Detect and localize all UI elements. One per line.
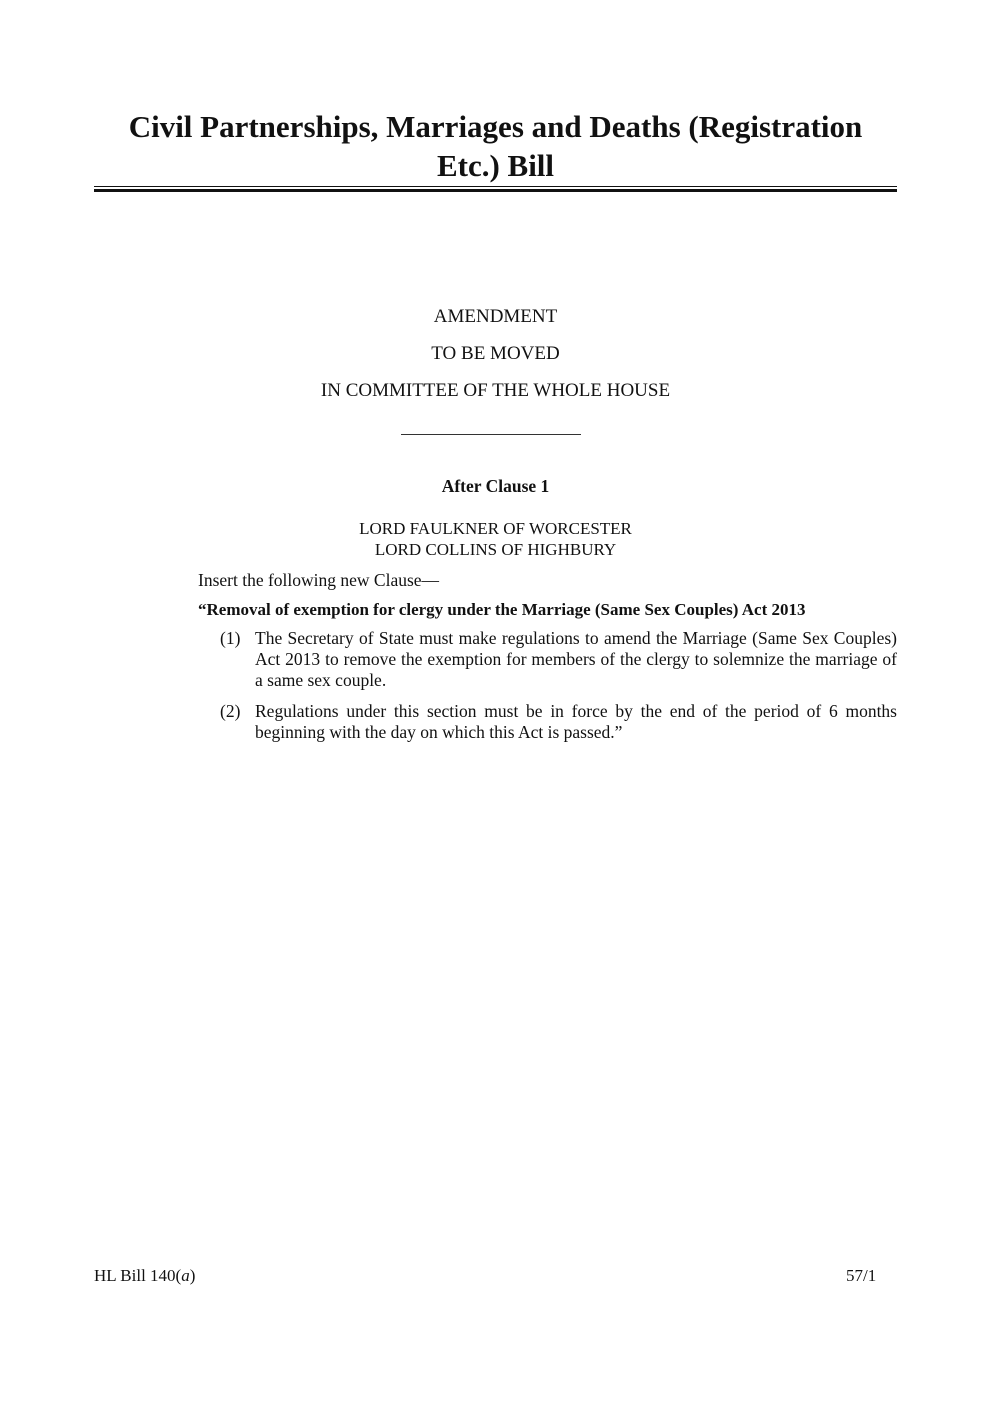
bill-ref-letter: a	[181, 1266, 190, 1285]
mover-1: LORD FAULKNER OF WORCESTER	[359, 519, 632, 538]
subsection-2-text: Regulations under this section must be in force by the end of the period of 6 months beginning with the day on which this Act is passed.”	[255, 701, 897, 742]
new-clause-title: “Removal of exemption for clergy under the Marriage (Same Sex Couples) Act 2013	[198, 600, 806, 619]
page-reference: 57/1	[846, 1266, 877, 1285]
bill-reference	[94, 1266, 195, 1286]
title-rule-thin	[94, 186, 897, 187]
subsection-1-number: (1)	[220, 628, 241, 648]
title-rule-thick	[94, 189, 897, 192]
instruction: Insert the following new Clause—	[198, 570, 440, 590]
mover-2: LORD COLLINS OF HIGHBURY	[374, 540, 617, 559]
subsection-1-text: The Secretary of State must make regulations to amend the Marriage (Same Sex Couples) Act 2013 to remove the exemption for members of the clergy to solemnize the marriage of a same sex couple.	[255, 628, 897, 690]
separator-rule	[401, 434, 581, 435]
heading-amendment: AMENDMENT	[433, 306, 558, 327]
bill-title: Civil Partnerships, Marriages and Deaths (Registration Etc.) Bill	[128, 109, 863, 183]
heading-committee: IN COMMITTEE OF THE WHOLE HOUSE	[320, 380, 671, 401]
clause-position: After Clause 1	[441, 476, 550, 496]
heading-to-be-moved: TO BE MOVED	[431, 343, 560, 364]
subsection-2-number: (2)	[220, 701, 241, 721]
bill-ref-suffix: )	[189, 1266, 196, 1285]
bill-ref-prefix: HL Bill 140(	[94, 1266, 182, 1285]
